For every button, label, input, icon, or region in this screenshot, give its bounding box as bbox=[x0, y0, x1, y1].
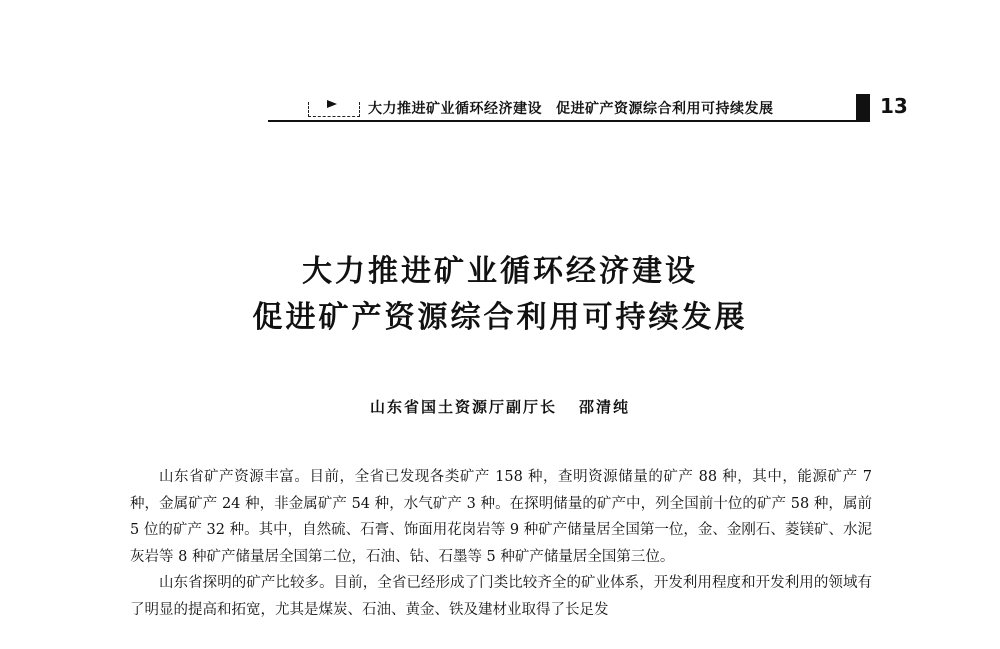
header-black-block bbox=[856, 94, 870, 122]
author-name: 邵清纯 bbox=[579, 398, 631, 416]
article-body bbox=[130, 464, 872, 623]
running-header-title-part2: 促进矿产资源综合利用可持续发展 bbox=[556, 101, 774, 117]
running-header-title bbox=[368, 98, 774, 118]
running-header bbox=[268, 94, 908, 128]
article-title-line1: 大力推进矿业循环经济建设 bbox=[302, 254, 698, 289]
page-number: 13 bbox=[880, 94, 908, 118]
paragraph: 山东省探明的矿产比较多。目前，全省已经形成了门类比较齐全的矿业体系，开发利用程度和开发利用的领域有了明显的提高和拓宽，尤其是煤炭、石油、黄金、铁及建材业取得了长足发 bbox=[130, 575, 872, 618]
running-header-title-part1: 大力推进矿业循环经济建设 bbox=[368, 101, 542, 117]
article-title-line2: 促进矿产资源综合利用可持续发展 bbox=[252, 300, 748, 335]
author-title: 山东省国土资源厅副厅长 bbox=[369, 398, 557, 416]
header-rule bbox=[268, 120, 858, 122]
paragraph: 山东省矿产资源丰富。目前，全省已发现各类矿产 158 种，查明资源储量的矿产 88 种，其中，能源矿产 7 种，金属矿产 24 种，非金属矿产 54 种，水气矿产 3 种。在探明储量的矿产中，列全国前十位的矿产 58 种，属前 5 位的矿产 32 种。其中，自然硫、石膏、饰面用花岗岩等 9 种矿产储量居全国第一位，金、金刚石、菱镁矿、水泥灰岩等 8 种矿产储量居全国第二位，石油、钻、石墨等 5 种矿产储量居全国第三位。 bbox=[130, 469, 872, 565]
author-line bbox=[0, 396, 1000, 417]
journal-logo-icon bbox=[308, 102, 360, 117]
